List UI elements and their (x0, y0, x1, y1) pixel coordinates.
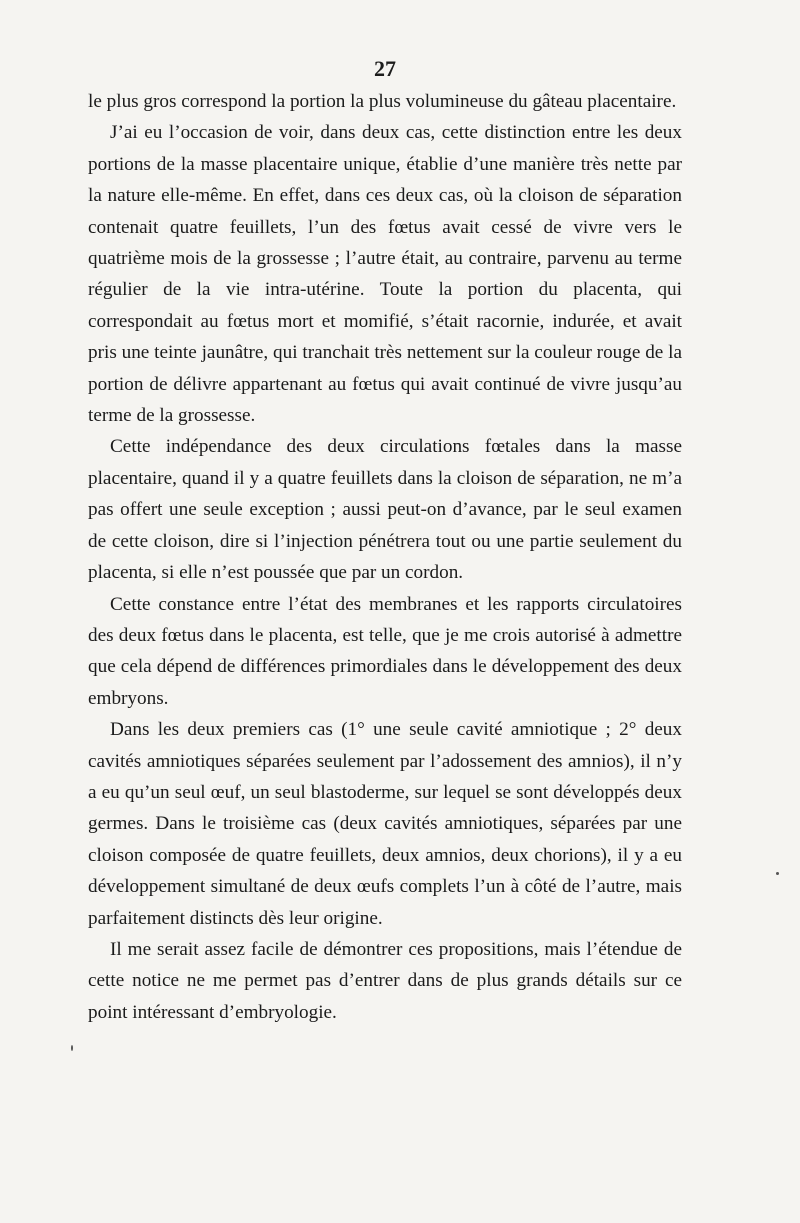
paragraph-embryo-cases: Dans les deux premiers cas (1° une seule cavité amniotique ; 2° deux cavités amniotiques séparées seulement par l’adossement des amnios), il n’y a eu qu’un seul œuf, un seul blastoderme, sur lequel se sont développés deux germes. Dans le troisième cas (deux cavités amniotiques, séparées par une cloison composée de quatre feuillets, deux amnios, deux chorions), il y a eu développement simultané de deux œufs complets l’un à côté de l’autre, mais parfaitement distincts dès leur origine. (88, 719, 682, 929)
page-number: 27 (374, 56, 396, 81)
paper-speck (776, 872, 779, 875)
body-text (88, 86, 682, 1028)
paragraph-continuation: le plus gros correspond la portion la plus volumineuse du gâteau placentaire. (88, 91, 677, 112)
paragraph-conclusion: Il me serait assez facile de démontrer ces propositions, mais l’étendue de cette notice ne me permet pas d’entrer dans de plus grands détails sur ce point intéressant d’embryologie. (88, 938, 682, 1023)
paragraph-membrane-constance: Cette constance entre l’état des membranes et les rapports circulatoires des deux fœtus dans le placenta, est telle, que je me crois autorisé à admettre que cela dépend de différences primordiales dans le développement des deux embryons. (88, 593, 682, 709)
paragraph-circulation-independence: Cette indépendance des deux circulations fœtales dans la masse placentaire, quand il y a quatre feuillets dans la cloison de séparation, ne m’a pas offert une seule exception ; aussi peut-on d’avance, par le seul examen de cette cloison, dire si l’injection pénétrera tout ou une partie seulement du placenta, si elle n’est poussée que par un cordon. (88, 436, 682, 584)
paragraph-placenta-observation: J’ai eu l’occasion de voir, dans deux cas, cette distinction entre les deux portions de la masse placentaire unique, établie d’une manière très nette par la nature elle-même. En effet, dans ces deux cas, où la cloison de séparation contenait quatre feuillets, l’un des fœtus avait cessé de vivre vers le quatrième mois de la grossesse ; l’autre était, au contraire, parvenu au terme régulier de la vie intra-utérine. Toute la portion du placenta, qui correspondait au fœtus mort et momifié, s’était racornie, indurée, et avait pris une teinte jaunâtre, qui tranchait très nettement sur la couleur rouge de la portion de délivre appartenant au fœtus qui avait continué de vivre jusqu’au terme de la grossesse. (88, 122, 682, 427)
paper-speck (71, 1045, 73, 1051)
